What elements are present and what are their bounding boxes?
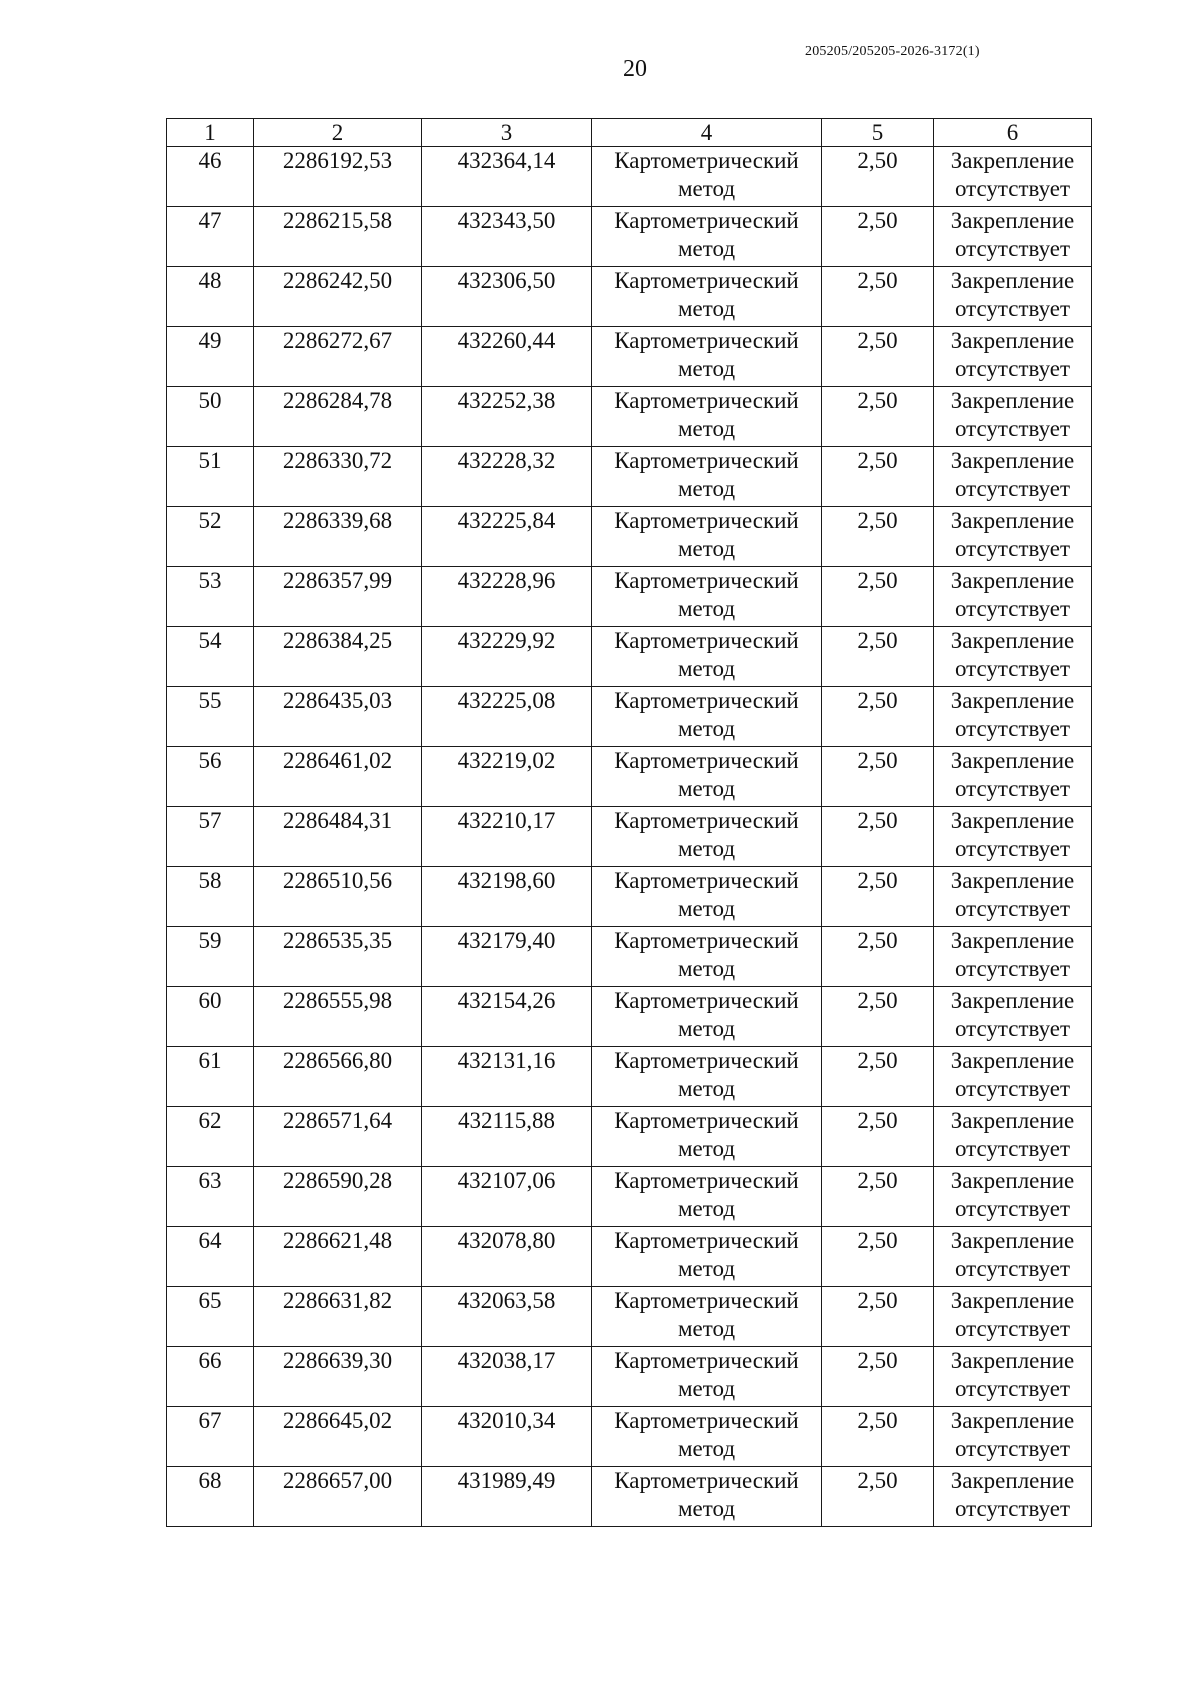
fixing-cell: Закрепление отсутствует bbox=[934, 1467, 1092, 1527]
y-coordinate-cell: 431989,49 bbox=[422, 1467, 592, 1527]
x-coordinate-cell: 2286461,02 bbox=[254, 747, 422, 807]
accuracy-cell: 2,50 bbox=[822, 507, 934, 567]
accuracy-cell: 2,50 bbox=[822, 1347, 934, 1407]
table-row bbox=[167, 987, 1092, 1047]
accuracy-cell: 2,50 bbox=[822, 207, 934, 267]
table-row bbox=[167, 1047, 1092, 1107]
fixing-cell: Закрепление отсутствует bbox=[934, 1167, 1092, 1227]
point-number-cell: 58 bbox=[167, 867, 254, 927]
y-coordinate-cell: 432225,08 bbox=[422, 687, 592, 747]
x-coordinate-cell: 2286555,98 bbox=[254, 987, 422, 1047]
point-number-cell: 54 bbox=[167, 627, 254, 687]
y-coordinate-cell: 432038,17 bbox=[422, 1347, 592, 1407]
y-coordinate-cell: 432364,14 bbox=[422, 147, 592, 207]
method-cell: Картометрический метод bbox=[592, 1107, 822, 1167]
point-number-cell: 65 bbox=[167, 1287, 254, 1347]
y-coordinate-cell: 432115,88 bbox=[422, 1107, 592, 1167]
accuracy-cell: 2,50 bbox=[822, 387, 934, 447]
table-row bbox=[167, 1167, 1092, 1227]
y-coordinate-cell: 432063,58 bbox=[422, 1287, 592, 1347]
method-cell: Картометрический метод bbox=[592, 1227, 822, 1287]
accuracy-cell: 2,50 bbox=[822, 1047, 934, 1107]
column-header: 5 bbox=[822, 119, 934, 147]
fixing-cell: Закрепление отсутствует bbox=[934, 1407, 1092, 1467]
accuracy-cell: 2,50 bbox=[822, 687, 934, 747]
point-number-cell: 68 bbox=[167, 1467, 254, 1527]
coordinates-table-container bbox=[166, 118, 1091, 1527]
fixing-cell: Закрепление отсутствует bbox=[934, 447, 1092, 507]
y-coordinate-cell: 432010,34 bbox=[422, 1407, 592, 1467]
page-number: 20 bbox=[623, 56, 647, 82]
fixing-cell: Закрепление отсутствует bbox=[934, 1347, 1092, 1407]
method-cell: Картометрический метод bbox=[592, 1347, 822, 1407]
point-number-cell: 46 bbox=[167, 147, 254, 207]
fixing-cell: Закрепление отсутствует bbox=[934, 1227, 1092, 1287]
point-number-cell: 66 bbox=[167, 1347, 254, 1407]
coordinates-table bbox=[166, 118, 1092, 1527]
y-coordinate-cell: 432179,40 bbox=[422, 927, 592, 987]
method-cell: Картометрический метод bbox=[592, 147, 822, 207]
table-row bbox=[167, 1467, 1092, 1527]
y-coordinate-cell: 432210,17 bbox=[422, 807, 592, 867]
table-row bbox=[167, 687, 1092, 747]
table-row bbox=[167, 627, 1092, 687]
method-cell: Картометрический метод bbox=[592, 927, 822, 987]
point-number-cell: 50 bbox=[167, 387, 254, 447]
fixing-cell: Закрепление отсутствует bbox=[934, 927, 1092, 987]
accuracy-cell: 2,50 bbox=[822, 267, 934, 327]
accuracy-cell: 2,50 bbox=[822, 1467, 934, 1527]
fixing-cell: Закрепление отсутствует bbox=[934, 747, 1092, 807]
accuracy-cell: 2,50 bbox=[822, 927, 934, 987]
table-row bbox=[167, 267, 1092, 327]
point-number-cell: 48 bbox=[167, 267, 254, 327]
accuracy-cell: 2,50 bbox=[822, 627, 934, 687]
y-coordinate-cell: 432078,80 bbox=[422, 1227, 592, 1287]
fixing-cell: Закрепление отсутствует bbox=[934, 147, 1092, 207]
method-cell: Картометрический метод bbox=[592, 1467, 822, 1527]
method-cell: Картометрический метод bbox=[592, 507, 822, 567]
point-number-cell: 52 bbox=[167, 507, 254, 567]
point-number-cell: 57 bbox=[167, 807, 254, 867]
accuracy-cell: 2,50 bbox=[822, 1407, 934, 1467]
method-cell: Картометрический метод bbox=[592, 327, 822, 387]
table-row bbox=[167, 927, 1092, 987]
y-coordinate-cell: 432252,38 bbox=[422, 387, 592, 447]
point-number-cell: 53 bbox=[167, 567, 254, 627]
y-coordinate-cell: 432229,92 bbox=[422, 627, 592, 687]
column-header: 4 bbox=[592, 119, 822, 147]
x-coordinate-cell: 2286571,64 bbox=[254, 1107, 422, 1167]
method-cell: Картометрический метод bbox=[592, 267, 822, 327]
table-body bbox=[167, 147, 1092, 1527]
fixing-cell: Закрепление отсутствует bbox=[934, 987, 1092, 1047]
accuracy-cell: 2,50 bbox=[822, 327, 934, 387]
y-coordinate-cell: 432198,60 bbox=[422, 867, 592, 927]
x-coordinate-cell: 2286272,67 bbox=[254, 327, 422, 387]
method-cell: Картометрический метод bbox=[592, 987, 822, 1047]
x-coordinate-cell: 2286657,00 bbox=[254, 1467, 422, 1527]
method-cell: Картометрический метод bbox=[592, 867, 822, 927]
header-row bbox=[167, 119, 1092, 147]
fixing-cell: Закрепление отсутствует bbox=[934, 807, 1092, 867]
point-number-cell: 67 bbox=[167, 1407, 254, 1467]
table-row bbox=[167, 1407, 1092, 1467]
fixing-cell: Закрепление отсутствует bbox=[934, 1047, 1092, 1107]
fixing-cell: Закрепление отсутствует bbox=[934, 207, 1092, 267]
method-cell: Картометрический метод bbox=[592, 1407, 822, 1467]
method-cell: Картометрический метод bbox=[592, 687, 822, 747]
y-coordinate-cell: 432228,32 bbox=[422, 447, 592, 507]
table-row bbox=[167, 1107, 1092, 1167]
y-coordinate-cell: 432260,44 bbox=[422, 327, 592, 387]
y-coordinate-cell: 432306,50 bbox=[422, 267, 592, 327]
accuracy-cell: 2,50 bbox=[822, 987, 934, 1047]
point-number-cell: 49 bbox=[167, 327, 254, 387]
method-cell: Картометрический метод bbox=[592, 1167, 822, 1227]
y-coordinate-cell: 432219,02 bbox=[422, 747, 592, 807]
table-row bbox=[167, 747, 1092, 807]
method-cell: Картометрический метод bbox=[592, 387, 822, 447]
point-number-cell: 51 bbox=[167, 447, 254, 507]
fixing-cell: Закрепление отсутствует bbox=[934, 387, 1092, 447]
method-cell: Картометрический метод bbox=[592, 1047, 822, 1107]
accuracy-cell: 2,50 bbox=[822, 567, 934, 627]
point-number-cell: 61 bbox=[167, 1047, 254, 1107]
document-reference: 205205/205205-2026-3172(1) bbox=[805, 44, 980, 59]
x-coordinate-cell: 2286621,48 bbox=[254, 1227, 422, 1287]
fixing-cell: Закрепление отсутствует bbox=[934, 1287, 1092, 1347]
accuracy-cell: 2,50 bbox=[822, 447, 934, 507]
y-coordinate-cell: 432154,26 bbox=[422, 987, 592, 1047]
table-row bbox=[167, 1347, 1092, 1407]
table-header bbox=[167, 119, 1092, 147]
fixing-cell: Закрепление отсутствует bbox=[934, 687, 1092, 747]
method-cell: Картометрический метод bbox=[592, 567, 822, 627]
x-coordinate-cell: 2286590,28 bbox=[254, 1167, 422, 1227]
column-header: 6 bbox=[934, 119, 1092, 147]
table-row bbox=[167, 447, 1092, 507]
fixing-cell: Закрепление отсутствует bbox=[934, 567, 1092, 627]
fixing-cell: Закрепление отсутствует bbox=[934, 507, 1092, 567]
table-row bbox=[167, 1227, 1092, 1287]
accuracy-cell: 2,50 bbox=[822, 867, 934, 927]
table-row bbox=[167, 207, 1092, 267]
x-coordinate-cell: 2286284,78 bbox=[254, 387, 422, 447]
point-number-cell: 47 bbox=[167, 207, 254, 267]
accuracy-cell: 2,50 bbox=[822, 1167, 934, 1227]
x-coordinate-cell: 2286566,80 bbox=[254, 1047, 422, 1107]
method-cell: Картометрический метод bbox=[592, 747, 822, 807]
accuracy-cell: 2,50 bbox=[822, 1287, 934, 1347]
accuracy-cell: 2,50 bbox=[822, 747, 934, 807]
fixing-cell: Закрепление отсутствует bbox=[934, 627, 1092, 687]
x-coordinate-cell: 2286639,30 bbox=[254, 1347, 422, 1407]
table-row bbox=[167, 1287, 1092, 1347]
point-number-cell: 60 bbox=[167, 987, 254, 1047]
fixing-cell: Закрепление отсутствует bbox=[934, 327, 1092, 387]
accuracy-cell: 2,50 bbox=[822, 1107, 934, 1167]
accuracy-cell: 2,50 bbox=[822, 147, 934, 207]
column-header: 1 bbox=[167, 119, 254, 147]
x-coordinate-cell: 2286510,56 bbox=[254, 867, 422, 927]
x-coordinate-cell: 2286339,68 bbox=[254, 507, 422, 567]
x-coordinate-cell: 2286357,99 bbox=[254, 567, 422, 627]
x-coordinate-cell: 2286215,58 bbox=[254, 207, 422, 267]
x-coordinate-cell: 2286242,50 bbox=[254, 267, 422, 327]
fixing-cell: Закрепление отсутствует bbox=[934, 867, 1092, 927]
x-coordinate-cell: 2286631,82 bbox=[254, 1287, 422, 1347]
table-row bbox=[167, 567, 1092, 627]
x-coordinate-cell: 2286330,72 bbox=[254, 447, 422, 507]
y-coordinate-cell: 432131,16 bbox=[422, 1047, 592, 1107]
x-coordinate-cell: 2286384,25 bbox=[254, 627, 422, 687]
column-header: 3 bbox=[422, 119, 592, 147]
point-number-cell: 59 bbox=[167, 927, 254, 987]
x-coordinate-cell: 2286435,03 bbox=[254, 687, 422, 747]
table-row bbox=[167, 507, 1092, 567]
table-row bbox=[167, 807, 1092, 867]
y-coordinate-cell: 432343,50 bbox=[422, 207, 592, 267]
x-coordinate-cell: 2286192,53 bbox=[254, 147, 422, 207]
y-coordinate-cell: 432228,96 bbox=[422, 567, 592, 627]
x-coordinate-cell: 2286645,02 bbox=[254, 1407, 422, 1467]
method-cell: Картометрический метод bbox=[592, 207, 822, 267]
fixing-cell: Закрепление отсутствует bbox=[934, 1107, 1092, 1167]
method-cell: Картометрический метод bbox=[592, 447, 822, 507]
point-number-cell: 63 bbox=[167, 1167, 254, 1227]
point-number-cell: 55 bbox=[167, 687, 254, 747]
accuracy-cell: 2,50 bbox=[822, 807, 934, 867]
y-coordinate-cell: 432225,84 bbox=[422, 507, 592, 567]
column-header: 2 bbox=[254, 119, 422, 147]
method-cell: Картометрический метод bbox=[592, 807, 822, 867]
fixing-cell: Закрепление отсутствует bbox=[934, 267, 1092, 327]
accuracy-cell: 2,50 bbox=[822, 1227, 934, 1287]
y-coordinate-cell: 432107,06 bbox=[422, 1167, 592, 1227]
x-coordinate-cell: 2286535,35 bbox=[254, 927, 422, 987]
table-row bbox=[167, 147, 1092, 207]
point-number-cell: 62 bbox=[167, 1107, 254, 1167]
point-number-cell: 56 bbox=[167, 747, 254, 807]
x-coordinate-cell: 2286484,31 bbox=[254, 807, 422, 867]
method-cell: Картометрический метод bbox=[592, 1287, 822, 1347]
point-number-cell: 64 bbox=[167, 1227, 254, 1287]
method-cell: Картометрический метод bbox=[592, 627, 822, 687]
table-row bbox=[167, 867, 1092, 927]
table-row bbox=[167, 327, 1092, 387]
table-row bbox=[167, 387, 1092, 447]
